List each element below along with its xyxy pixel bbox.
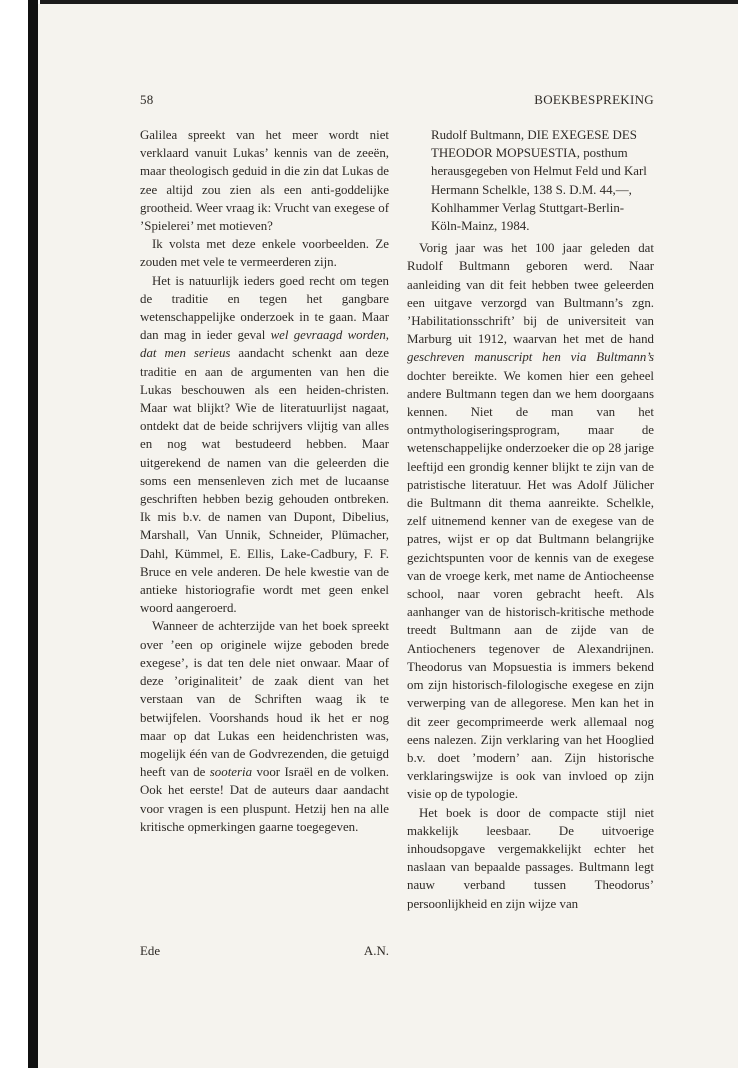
page-number: 58: [140, 92, 154, 107]
left-paragraph-4-text-b: voor Israël en de volken. Ook het eerste! Dat de auteurs daar aandacht voor vragen is een pluspunt. Hetzij hen na alle kritische opmerkingen gaarne toegegeven.: [140, 765, 389, 834]
right-paragraph-1: [407, 239, 654, 803]
left-paragraph-4: [140, 617, 389, 835]
left-paragraph-3: [140, 272, 389, 618]
running-head: BOEKBESPREKING: [534, 92, 654, 107]
left-paragraph-4-text-a: Wanneer de achterzijde van het boek spreekt over ’een op originele wijze geboden brede exegese’, is dat ten dele niet onwaar. Maar of deze ’originaliteit’ de zaak dient van het verstaan van de Schriften waag ik te betwijfelen. Voorshands houd ik het er nog maar op dat Lukas een heidenchristen was, mogelijk één van de Godvrezenden, die getuigd heeft van de: [140, 619, 389, 780]
bibliographic-entry: Rudolf Bultmann, DIE EXEGESE DES THEODOR MOPSUESTIA, posthum herausgegeben von Helmut Feld und Karl Hermann Schelkle, 138 S. D.M. 44,—, Kohlhammer Verlag Stuttgart-Berlin-Köln-Mainz, 1984.: [431, 128, 647, 234]
page-header: [140, 92, 654, 112]
left-paragraph-3-text-a: Het is natuurlijk ieders goed recht om tegen de traditie en tegen het gangbare wetenschappelijke onderzoek in te gaan. Maar dan mag in ieder geval: [140, 273, 389, 343]
left-paragraph-1: Galilea spreekt van het meer wordt niet verklaard vanuit Lukas’ kennis van de zeeën, maar theologisch geduid in die zin dat Lukas de zee altijd zou zien als een anti-goddelijke grootheid. Weer vraag ik: Vrucht van exegese of ’Spielerei’ met motieven?: [140, 128, 389, 234]
right-paragraph-1-text-b: dochter bereikte. We komen hier een geheel andere Bultmann tegen dan we hem doorgaans kennen. Niet de man van het ontmythologiseringsprogram, maar de wetenschappelijke onderzoeker die op 28 jarige leeftijd een grondig kenner blijkt te zijn van de patristische literatuur. Het was Adolf Jülicher die Bultmann dit thema aanreikte. Schelkle, zelf uitnemend kenner van de exegese van de patres, wijst er op dat Bultmann belangrijke gezichtspunten voor de kennis van de exegese van de vroege kerk, met name de Antiocheense school, naar voren gebracht heeft. Als aanhanger van de historisch-kritische methode treedt Bultmann aan de zijde van de Antiocheners tegenover de Alexandrijnen. Theodorus van Mopsuestia is immers bekend om zijn historisch-filologische exegese en zijn verwerping van de allegorese. Men kan het in dit zeer gecomprimeerde werk allemaal nog eens nalezen. Zijn verklaring van het Hooglied b.v. doet ’modern’ aan. Zijn historische verklaringswijze is ook van invloed op zijn visie op de typologie.: [407, 368, 654, 802]
scan-edge-left: [28, 0, 38, 1068]
left-paragraph-3-emphasis: wel gevraagd worden, dat men serieus: [140, 328, 390, 361]
right-paragraph-1-emphasis: geschreven manuscript hen via Bultmann’s: [407, 350, 654, 365]
left-paragraph-4-emphasis: sooteria: [209, 765, 253, 780]
signature-place: Ede: [140, 944, 161, 958]
left-column: [140, 126, 389, 836]
right-paragraph-2: Het boek is door de compacte stijl niet makkelijk leesbaar. De uitvoerige inhoudsopgave vergemakkelijkt echter het naslaan van bepaalde passages. Bultmann legt nauw verband tussen Theodorus’ persoonlijkheid en zijn wijze van: [407, 805, 654, 911]
left-paragraph-3-text-b: aandacht schenkt aan deze traditie en aan de argumenten van hen die Lukas beschouwen als een heiden-christen. Maar wat blijkt? Wie de literatuurlijst nagaat, ontdekt dat de beide schrijvers vlijtig van alles en nog wat bestudeerd hebben. Maar uitgerekend de namen van die geleerden die soms een mensenleven zich met de lucaanse geschriften hebben bezig gehouden ontbreken. Ik mis b.v. de namen van Dupont, Dibelius, Marshall, Van Unnik, Schneider, Plümacher, Dahl, Kümmel, E. Ellis, Lake-Cadbury, F. F. Bruce en vele anderen. De hele kwestie van de antieke historiografie wordt met geen enkel woord aangeroerd.: [140, 346, 389, 616]
signature-initials: A.N.: [363, 944, 389, 958]
right-paragraph-1-text-a: Vorig jaar was het 100 jaar geleden dat Rudolf Bultmann geboren werd. Naar aanleiding van dit feit hebben twee geleerden een uitgave verzorgd van Bultmann’s zgn. ’Habilitationsschrift’ bij de universiteit van Marburg uit 1912, waarvan het met de hand: [407, 241, 654, 347]
left-paragraph-2: Ik volsta met deze enkele voorbeelden. Ze zouden met vele te vermeerderen zijn.: [140, 237, 389, 270]
right-column: [407, 126, 654, 913]
